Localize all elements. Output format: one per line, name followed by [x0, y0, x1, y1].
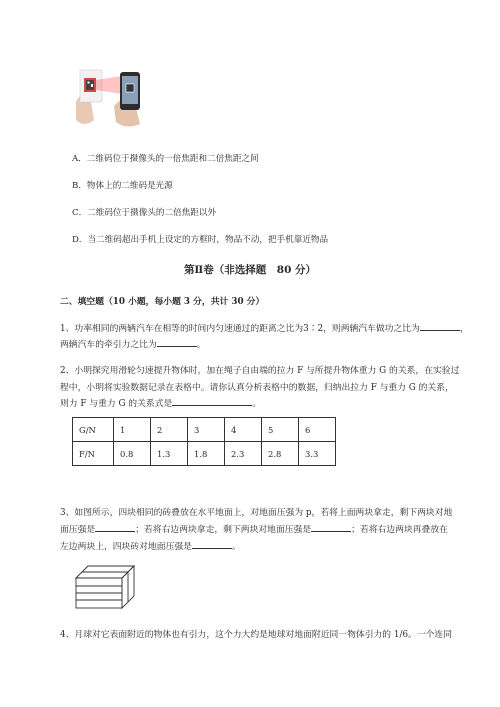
q1-line1: [60, 321, 469, 334]
q1-text-c: 两辆汽车的牵引力之比为: [60, 340, 157, 350]
q2-text-a: 则力 F 与重力 G 的关系式是: [60, 399, 173, 409]
q3-line3: [60, 539, 241, 552]
table-cell: G/N: [73, 418, 114, 442]
table-cell: 0.8: [114, 442, 151, 466]
q3-text-b: ；若将右边两块拿走，剩下两块对地面压强是: [135, 525, 312, 535]
table-cell: 2: [151, 418, 188, 442]
option-a: A．二维码位于摄像头的一倍焦距和二倍焦距之间: [72, 154, 259, 164]
table-row: [73, 442, 336, 466]
q2-line1: 2、小明探究用滑轮匀速提升物体时，加在绳子自由端的拉力 F 与所提升物体重力 G 的关系，在实验过: [60, 366, 460, 376]
option-b: B．物体上的二维码是光源: [72, 181, 173, 191]
answer-blank[interactable]: [172, 396, 252, 406]
answer-blank[interactable]: [157, 337, 197, 347]
table-cell: 2.8: [262, 442, 299, 466]
table-cell: 6: [299, 418, 336, 442]
q3-text-c: ；若将右边两块再叠放在: [351, 525, 448, 535]
q2-line2: 程中，小明将实验数据记录在表格中。请你认真分析表格中的数据，归纳出拉力 F 与重力 G 的关系，: [60, 383, 454, 393]
answer-blank[interactable]: [311, 522, 351, 532]
q2-line3: [60, 396, 261, 409]
table-cell: 1.8: [188, 442, 225, 466]
option-d: D．当二维码超出手机上设定的方框时，物品不动，把手机靠近物品: [72, 235, 329, 245]
table-cell: 3: [188, 418, 225, 442]
table-cell: 3.3: [299, 442, 336, 466]
section-title: 第Ⅱ卷（非选择题 80 分）: [183, 264, 317, 276]
q4-line1: 4、月球对它表面附近的物体也有引力，这个力大约是地球对地面附近同一物体引力的 1/6。一个连同: [60, 630, 453, 640]
table-cell: 2.3: [225, 442, 262, 466]
answer-blank[interactable]: [420, 321, 460, 331]
table-cell: 4: [225, 418, 262, 442]
qr-scan-photo: [70, 62, 148, 132]
q2-text-b: 。: [252, 399, 262, 409]
part-title: 二、填空题（10 小题，每小题 3 分，共计 30 分）: [60, 297, 265, 307]
option-c: C．二维码位于摄像头的二倍焦距以外: [72, 208, 217, 218]
table-cell: 5: [262, 418, 299, 442]
answer-blank[interactable]: [95, 522, 135, 532]
q3-text-e: 。: [231, 542, 241, 552]
q1-text-d: 。: [196, 340, 206, 350]
q1-text-a: 1、功率相同的两辆汽车在相等的时间内匀速通过的距离之比为3∶2，则两辆汽车做功之比为: [60, 324, 420, 334]
answer-blank[interactable]: [192, 539, 232, 549]
q3-text-a: 面压强是: [60, 525, 96, 535]
q3-text-d: 左边两块上，四块砖对地面压强是: [60, 542, 192, 552]
table-row: [73, 418, 336, 442]
table-cell: F/N: [73, 442, 114, 466]
table-cell: 1: [114, 418, 151, 442]
table-cell: 1.3: [151, 442, 188, 466]
q3-line1: 3、如图所示，四块相同的砖叠放在水平地面上，对地面压强为 p，若将上面两块拿走，剩下两块对地: [60, 508, 453, 518]
q3-line2: [60, 522, 448, 535]
gf-data-table: [72, 417, 336, 466]
q1-text-b: ，: [459, 324, 469, 334]
q1-line2: [60, 337, 206, 350]
bricks-figure: [72, 562, 140, 612]
